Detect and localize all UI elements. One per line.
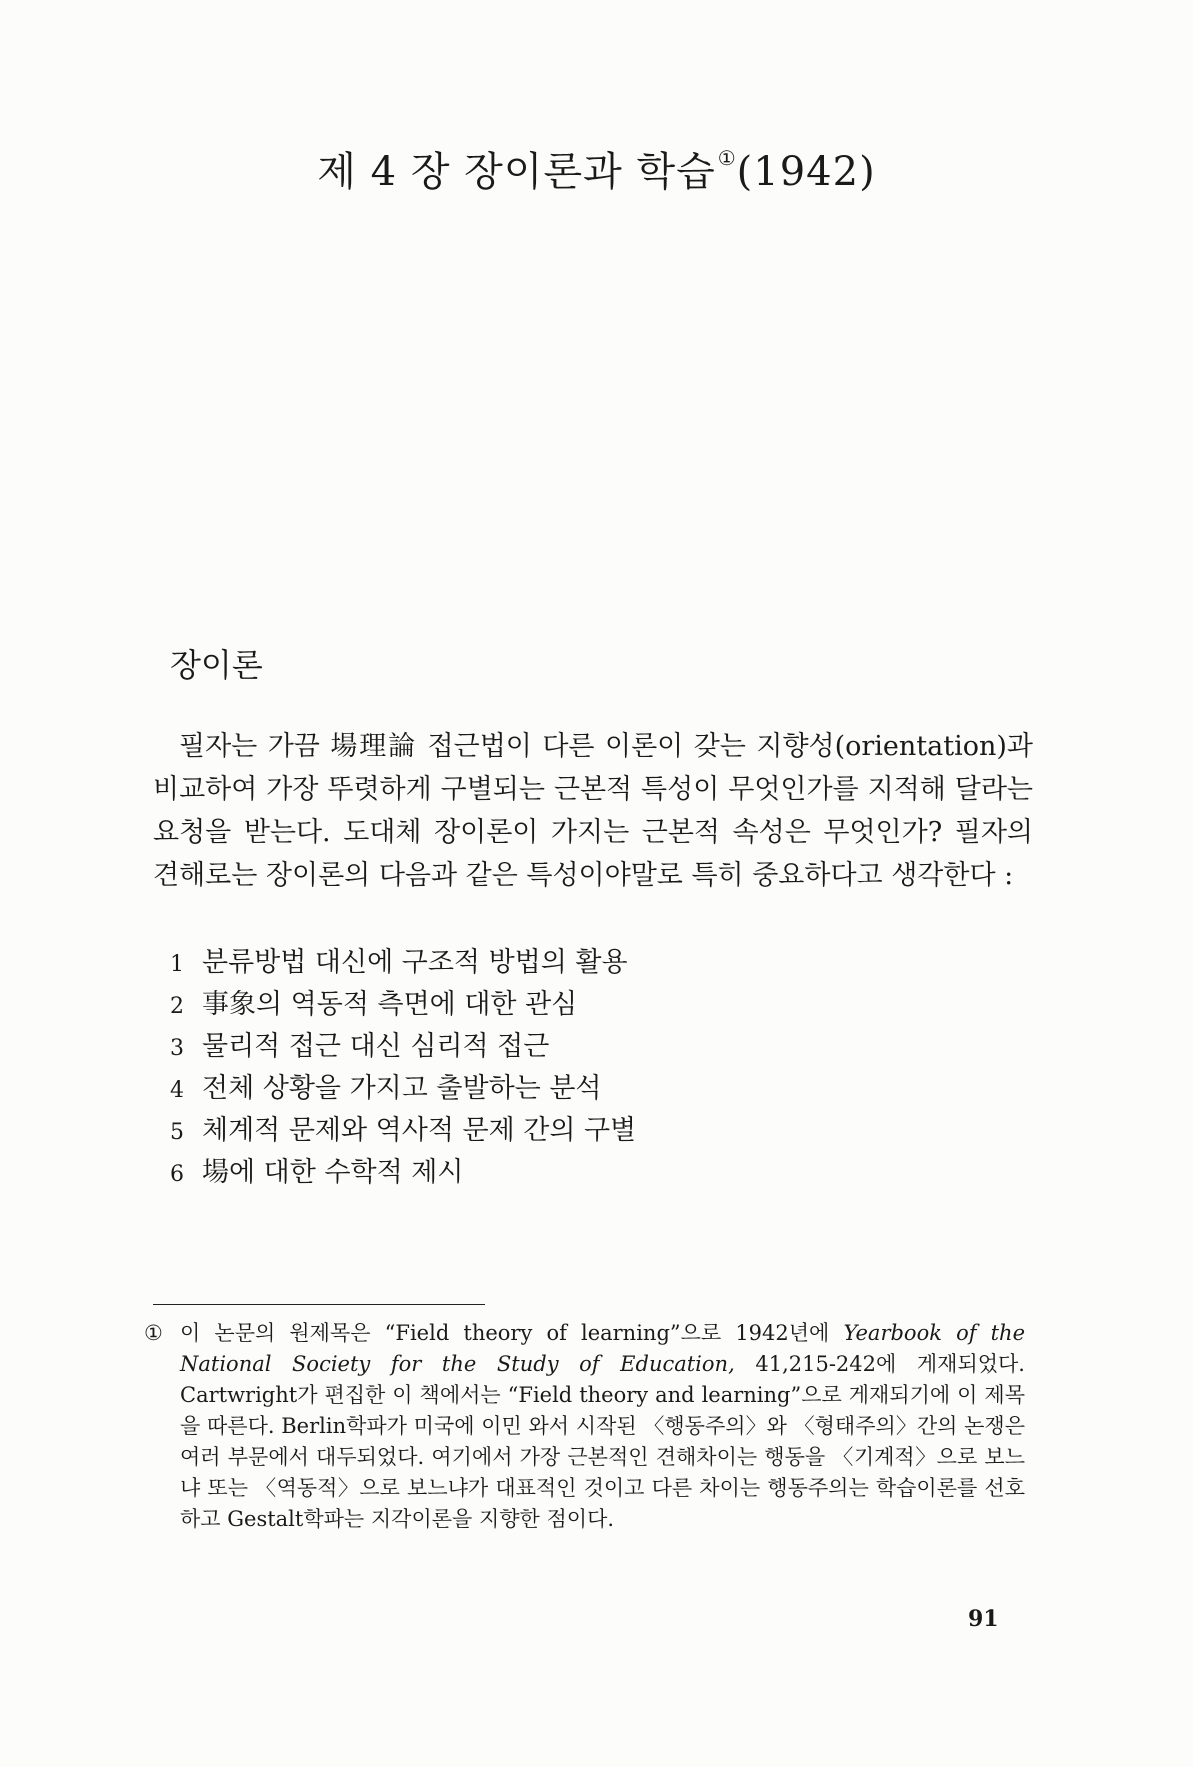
list-item-number: 6 (170, 1162, 184, 1187)
field-theory-characteristics-list (170, 942, 636, 1194)
list-item-number: 5 (170, 1120, 184, 1145)
footnote-text-b: 41,215-242에 게재되었다. Cartwright가 편집한 이 책에서는 “Field theory and learning”으로 게재되기에 이 제목을 따른다. Berlin학파가 미국에 이민 와서 시작된 〈행동주의〉와 〈형태주의〉간의 논쟁은 여러 부문에서 대두되었다. 여기에서 가장 근본적인 견해차이는 행동을 〈기계적〉으로 보느냐 또는 〈역동적〉으로 보느냐가 대표적인 것이고 다른 차이는 행동주의는 학습이론를 선호하고 Gestalt학파는 지각이론을 지향한 점이다. (180, 1352, 1025, 1531)
list-item-text: 분류방법 대신에 구조적 방법의 활용 (202, 947, 628, 978)
list-item-text: 事象의 역동적 측면에 대한 관심 (202, 989, 578, 1020)
list-item (170, 1110, 636, 1152)
footnote-divider (153, 1304, 485, 1305)
list-item (170, 984, 636, 1026)
list-item-text: 場에 대한 수학적 제시 (202, 1157, 464, 1188)
list-item (170, 1026, 636, 1068)
list-item-text: 물리적 접근 대신 심리적 접근 (202, 1031, 550, 1062)
list-item (170, 1068, 636, 1110)
list-item-text: 전체 상황을 가지고 출발하는 분석 (202, 1073, 602, 1104)
footnote-journal-title: Yearbook of the National Society for the Study of Education, (180, 1321, 1025, 1376)
footnote (144, 1318, 1025, 1535)
page-number: 91 (968, 1606, 999, 1632)
chapter-title-text: 제 4 장 장이론과 학습 (317, 149, 716, 195)
list-item-number: 1 (170, 952, 184, 977)
footnote-text-a: 이 논문의 원제목은 “Field theory of learning”으로 1942년에 (180, 1321, 844, 1345)
list-item-number: 4 (170, 1078, 184, 1103)
list-item-number: 2 (170, 994, 184, 1019)
body-paragraph-text: 필자는 가끔 場理論 접근법이 다른 이론이 갖는 지향성(orientation)과 비교하여 가장 뚜렷하게 구별되는 근본적 특성이 무엇인가를 지적해 달라는 요청을 받는다. 도대체 장이론이 가지는 근본적 속성은 무엇인가? 필자의 견해로는 장이론의 다음과 같은 특성이야말로 특히 중요하다고 생각한다 : (153, 731, 1033, 891)
list-item-number: 3 (170, 1036, 184, 1061)
list-item (170, 1152, 636, 1194)
chapter-year: (1942) (736, 149, 876, 195)
list-item (170, 942, 636, 984)
list-item-text: 체계적 문제와 역사적 문제 간의 구별 (202, 1115, 637, 1146)
section-heading: 장이론 (170, 646, 263, 684)
body-paragraph (153, 725, 1033, 897)
chapter-footnote-mark: ① (717, 146, 737, 170)
footnote-mark: ① (144, 1321, 163, 1345)
chapter-title (0, 140, 1193, 197)
